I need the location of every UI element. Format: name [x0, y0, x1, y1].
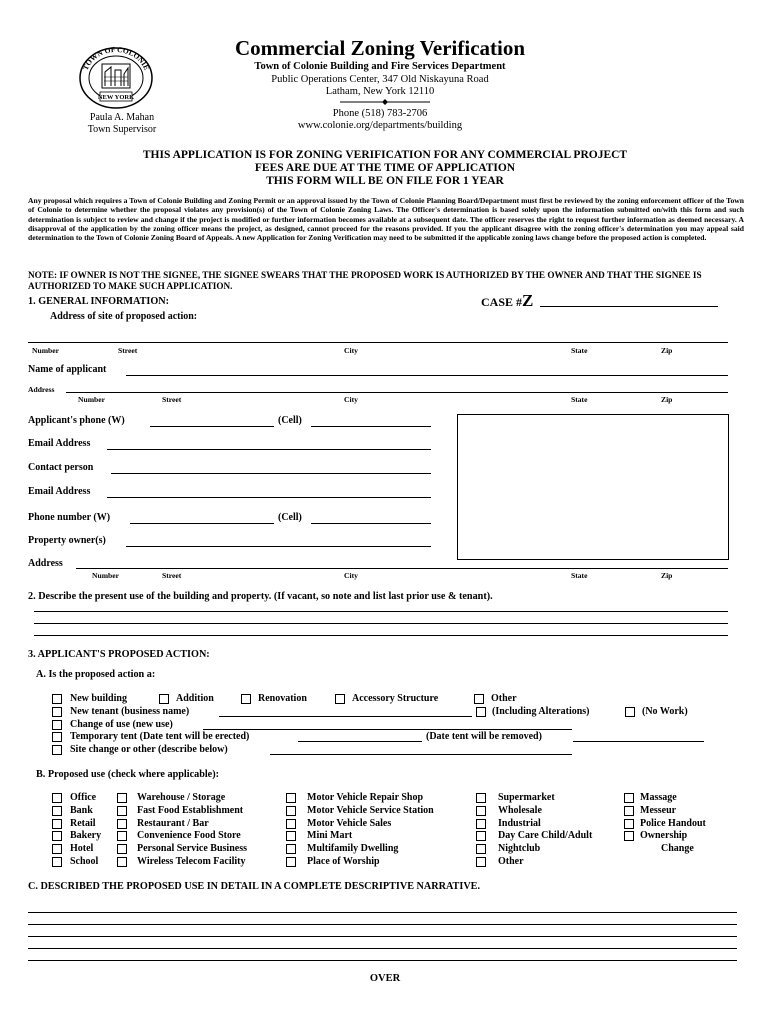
supervisor-name: Paula A. Mahan: [89, 112, 155, 123]
day-care-checkbox[interactable]: [476, 831, 486, 841]
svg-text:TOWN OF COLONIE: [81, 46, 152, 72]
use-mv-service-label: Motor Vehicle Service Station: [307, 805, 434, 816]
section-1-heading: 1. GENERAL INFORMATION:: [28, 296, 170, 307]
site-sub-street: Street: [118, 346, 138, 355]
office-use-box[interactable]: [457, 414, 729, 560]
mv-sales-checkbox[interactable]: [286, 819, 296, 829]
use-change-label: Change: [661, 843, 694, 854]
notice-line-3: THIS FORM WILL BE ON FILE FOR 1 YEAR: [266, 175, 504, 187]
convenience-store-checkbox[interactable]: [117, 831, 127, 841]
use-multifamily-label: Multifamily Dwelling: [307, 843, 399, 854]
bakery-checkbox[interactable]: [52, 831, 62, 841]
applicant-cell-field[interactable]: [311, 426, 431, 427]
department-phone: Phone (518) 783-2706: [332, 108, 428, 119]
seal-text-top: TOWN OF COLONIE: [80, 46, 152, 72]
no-work-label: (No Work): [642, 706, 688, 717]
change-of-use-field[interactable]: [203, 729, 572, 730]
tent-erected-field[interactable]: [298, 741, 422, 742]
contact-person-label: Contact person: [28, 462, 94, 473]
site-sub-zip: Zip: [661, 346, 673, 355]
applicant-address-field[interactable]: [66, 392, 728, 393]
section-3-heading: 3. APPLICANT'S PROPOSED ACTION:: [28, 649, 210, 660]
use-mv-sales-label: Motor Vehicle Sales: [307, 818, 392, 829]
use-personal-service-label: Personal Service Business: [137, 843, 247, 854]
supervisor-block: [68, 112, 176, 135]
cell-label-2: (Cell): [278, 512, 302, 523]
owner-sub-state: State: [571, 571, 588, 580]
use-massage-label: Massage: [640, 792, 677, 803]
seal-text-bottom: NEW YORK: [97, 94, 135, 101]
phone-number-label: Phone number (W): [28, 512, 111, 523]
renovation-label: Renovation: [258, 693, 307, 704]
mv-repair-checkbox[interactable]: [286, 793, 296, 803]
applicant-cell-label: (Cell): [278, 415, 302, 426]
tent-removed-label: (Date tent will be removed): [426, 731, 542, 742]
applicant-address-label: Address: [28, 385, 55, 394]
case-label: CASE #: [481, 295, 523, 309]
owner-sub-street: Street: [162, 571, 182, 580]
supermarket-checkbox[interactable]: [476, 793, 486, 803]
case-number-label: [481, 291, 533, 311]
applicant-name-label: Name of applicant: [28, 364, 107, 375]
site-sub-number: Number: [32, 346, 59, 355]
cell-field-2[interactable]: [311, 523, 431, 524]
new-building-label: New building: [70, 693, 127, 704]
sub-c-heading: C. DESCRIBED THE PROPOSED USE IN DETAIL IN A COMPLETE DESCRIPTIVE NARRATIVE.: [28, 881, 481, 892]
mini-mart-checkbox[interactable]: [286, 831, 296, 841]
site-address-field[interactable]: [28, 342, 728, 343]
school-checkbox[interactable]: [52, 857, 62, 867]
site-change-checkbox[interactable]: [52, 745, 62, 755]
narrative-line-2[interactable]: [28, 924, 737, 925]
divider-diamond: [340, 99, 430, 105]
narrative-line-5[interactable]: [28, 960, 737, 961]
use-other-label: Other: [498, 856, 524, 867]
use-wholesale-label: Wholesale: [498, 805, 542, 816]
applicant-sub-street: Street: [162, 395, 182, 404]
temporary-tent-label: Temporary tent (Date tent will be erected): [70, 731, 250, 742]
temporary-tent-checkbox[interactable]: [52, 732, 62, 742]
wholesale-checkbox[interactable]: [476, 806, 486, 816]
worship-checkbox[interactable]: [286, 857, 296, 867]
office-checkbox[interactable]: [52, 793, 62, 803]
owner-sub-city: City: [344, 571, 358, 580]
multifamily-checkbox[interactable]: [286, 844, 296, 854]
change-of-use-label: Change of use (new use): [70, 719, 173, 730]
addition-checkbox[interactable]: [159, 694, 169, 704]
mv-service-checkbox[interactable]: [286, 806, 296, 816]
department-website[interactable]: www.colonie.org/departments/building: [297, 120, 463, 131]
including-alterations-checkbox[interactable]: [476, 707, 486, 717]
applicant-sub-number: Number: [78, 395, 105, 404]
new-building-checkbox[interactable]: [52, 694, 62, 704]
accessory-structure-checkbox[interactable]: [335, 694, 345, 704]
use-wireless-label: Wireless Telecom Facility: [137, 856, 246, 867]
use-mini-mart-label: Mini Mart: [307, 830, 353, 841]
notice-line-2: FEES ARE DUE AT THE TIME OF APPLICATION: [254, 162, 516, 174]
case-prefix: Z: [522, 291, 534, 310]
narrative-line-3[interactable]: [28, 936, 737, 937]
intro-paragraph: Any proposal which requires a Town of Colonie Building and Zoning Permit or an approval issued by the Town of Colonie Planning Board/Department must first be reviewed by the zoning enforcement officer of the Town of Colonie to determine whether the proposal violates any provision(s) of the Town of Colonie Zoning Laws. The Officer's determination is based solely upon the information submitted on/with this form and such determination is subject to review and change if the project is modified or further information becomes available at a subsequent date. The officer reserves the right to request further information as deemed necessary. A disapproval of the application by the zoning officer means the project, as designed, cannot proceed for the reasons provided. If you the applicant disagree with the zoning officer's determination you may appeal said determination to the Town of Colonie Zoning Board of Appeals. A new Application for Zoning Verification may need to be submitted if the applicable zoning laws change before the proposed action is completed.: [28, 196, 744, 243]
section-2-heading: 2. Describe the present use of the building and property. (If vacant, so note and list last prior use & tenant).: [28, 591, 493, 602]
applicant-phone-label: Applicant's phone (W): [28, 415, 125, 426]
other-use-checkbox[interactable]: [476, 857, 486, 867]
applicant-sub-city: City: [344, 395, 358, 404]
fast-food-checkbox[interactable]: [117, 806, 127, 816]
present-use-line-3[interactable]: [34, 635, 728, 636]
other-action-label: Other: [491, 693, 517, 704]
applicant-phone-field[interactable]: [150, 426, 274, 427]
use-nightclub-label: Nightclub: [498, 843, 541, 854]
present-use-line-1[interactable]: [34, 611, 728, 612]
change-of-use-checkbox[interactable]: [52, 720, 62, 730]
narrative-line-4[interactable]: [28, 948, 737, 949]
use-warehouse-label: Warehouse / Storage: [137, 792, 226, 803]
addition-label: Addition: [176, 693, 214, 704]
use-worship-label: Place of Worship: [307, 856, 380, 867]
use-office-label: Office: [70, 792, 97, 803]
restaurant-checkbox[interactable]: [117, 819, 127, 829]
site-change-label: Site change or other (describe below): [70, 744, 228, 755]
use-messeur-label: Messeur: [640, 805, 677, 816]
owner-sub-number: Number: [92, 571, 119, 580]
town-seal: [78, 46, 154, 110]
hotel-checkbox[interactable]: [52, 844, 62, 854]
use-fast-food-label: Fast Food Establishment: [137, 805, 244, 816]
use-industrial-label: Industrial: [498, 818, 541, 829]
use-retail-label: Retail: [70, 818, 96, 829]
property-owners-label: Property owner(s): [28, 535, 106, 546]
new-tenant-checkbox[interactable]: [52, 707, 62, 717]
address-line-2: Latham, New York 12110: [325, 86, 435, 97]
use-day-care-label: Day Care Child/Adult: [498, 830, 593, 841]
warehouse-checkbox[interactable]: [117, 793, 127, 803]
use-ownership-label: Ownership: [640, 830, 688, 841]
over-label: OVER: [369, 973, 401, 984]
email-field-1[interactable]: [107, 449, 431, 450]
retail-checkbox[interactable]: [52, 819, 62, 829]
applicant-sub-zip: Zip: [661, 395, 673, 404]
address-line-1: Public Operations Center, 347 Old Niskayuna Road: [271, 74, 489, 85]
email-field-2[interactable]: [107, 497, 431, 498]
use-convenience-label: Convenience Food Store: [137, 830, 241, 841]
police-handout-checkbox[interactable]: [624, 819, 634, 829]
new-tenant-label: New tenant (business name): [70, 706, 190, 717]
including-alterations-label: (Including Alterations): [492, 706, 590, 717]
use-mv-repair-label: Motor Vehicle Repair Shop: [307, 792, 424, 803]
use-bakery-label: Bakery: [70, 830, 102, 841]
present-use-line-2[interactable]: [34, 623, 728, 624]
contact-person-field[interactable]: [111, 473, 431, 474]
application-notice: [40, 149, 730, 188]
applicant-sub-state: State: [571, 395, 588, 404]
new-tenant-field[interactable]: [219, 716, 472, 717]
wireless-telecom-checkbox[interactable]: [117, 857, 127, 867]
case-number-field[interactable]: [540, 306, 718, 307]
department-name: Town of Colonie Building and Fire Services Department: [254, 61, 506, 72]
narrative-line-1[interactable]: [28, 912, 737, 913]
sub-b-heading: B. Proposed use (check where applicable):: [36, 769, 219, 780]
use-hotel-label: Hotel: [70, 843, 94, 854]
owner-address-label: Address: [28, 558, 63, 569]
applicant-name-field[interactable]: [126, 375, 728, 376]
renovation-checkbox[interactable]: [241, 694, 251, 704]
email-label-1: Email Address: [28, 438, 91, 449]
use-school-label: School: [70, 856, 99, 867]
sub-a-heading: A. Is the proposed action a:: [36, 669, 156, 680]
notice-line-1: THIS APPLICATION IS FOR ZONING VERIFICATION FOR ANY COMMERCIAL PROJECT: [142, 149, 628, 161]
form-title: Commercial Zoning Verification: [234, 36, 526, 60]
email-label-2: Email Address: [28, 486, 91, 497]
industrial-checkbox[interactable]: [476, 819, 486, 829]
site-sub-state: State: [571, 346, 588, 355]
site-address-label: Address of site of proposed action:: [50, 311, 198, 322]
use-supermarket-label: Supermarket: [498, 792, 555, 803]
bank-checkbox[interactable]: [52, 806, 62, 816]
ownership-change-checkbox[interactable]: [624, 831, 634, 841]
massage-checkbox[interactable]: [624, 793, 634, 803]
phone-number-field[interactable]: [130, 523, 274, 524]
department-contact: [160, 108, 600, 132]
supervisor-title: Town Supervisor: [87, 123, 157, 135]
property-owners-field[interactable]: [126, 546, 431, 547]
site-change-field[interactable]: [270, 754, 572, 755]
signee-note: NOTE: IF OWNER IS NOT THE SIGNEE, THE SIGNEE SWEARS THAT THE PROPOSED WORK IS AUTHORIZED BY THE OWNER AND THAT THE SIGNEE IS AUTHORIZED TO MAKE SUCH APPLICATION.: [28, 270, 702, 291]
use-restaurant-label: Restaurant / Bar: [137, 818, 209, 829]
messeur-checkbox[interactable]: [624, 806, 634, 816]
owner-address-field[interactable]: [76, 568, 728, 569]
department-address: [160, 74, 600, 98]
personal-service-checkbox[interactable]: [117, 844, 127, 854]
site-sub-city: City: [344, 346, 358, 355]
other-action-checkbox[interactable]: [474, 694, 484, 704]
use-police-handout-label: Police Handout: [640, 818, 706, 829]
nightclub-checkbox[interactable]: [476, 844, 486, 854]
owner-sub-zip: Zip: [661, 571, 673, 580]
use-bank-label: Bank: [70, 805, 93, 816]
tent-removed-field[interactable]: [573, 741, 704, 742]
no-work-checkbox[interactable]: [625, 707, 635, 717]
accessory-structure-label: Accessory Structure: [352, 693, 439, 704]
